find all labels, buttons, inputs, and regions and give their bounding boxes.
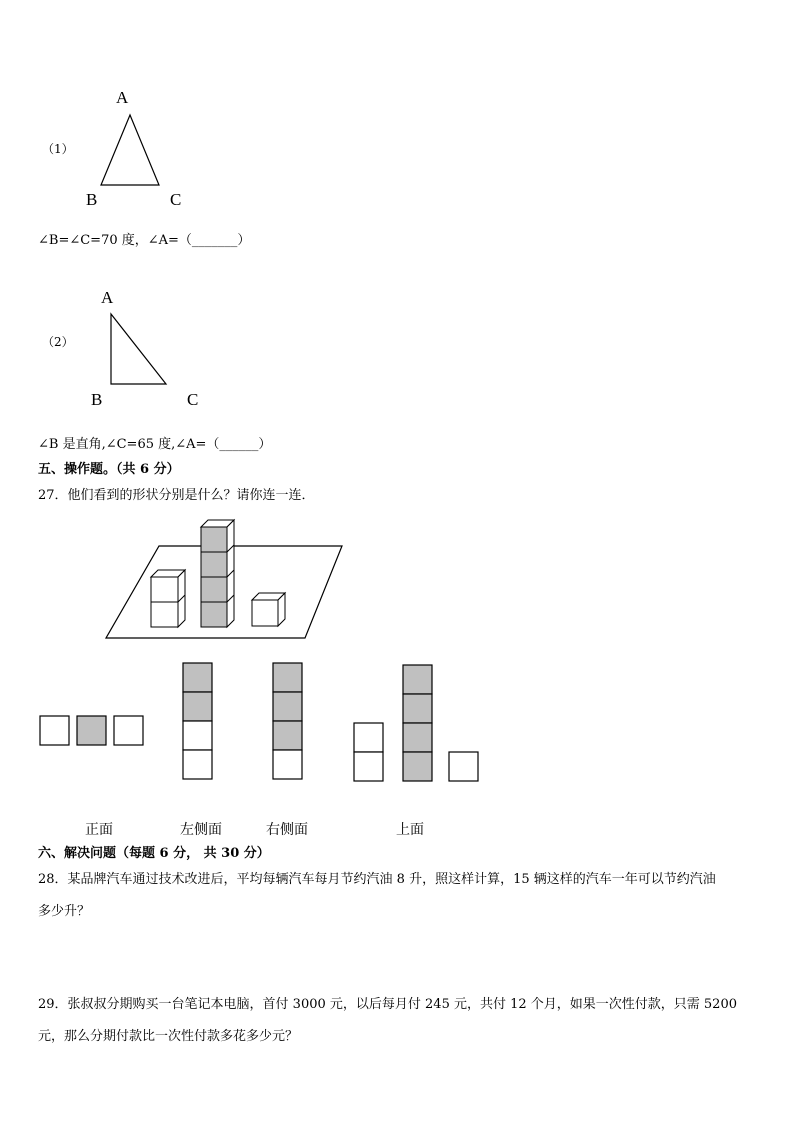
left-cube-stack [151, 570, 185, 627]
view-option-row-of-three [40, 716, 143, 745]
q27-text: 27．他们看到的形状分别是什么？请你连一连． [38, 488, 315, 503]
view-option-column-top-three-shaded [273, 663, 302, 779]
middle-cube-stack [201, 520, 234, 627]
problem1-vertex-b-label: B [86, 190, 98, 209]
q28-line2: 多少升？ [38, 904, 91, 919]
view-option-front-profile [354, 665, 478, 781]
problem2-vertex-c-label: C [187, 390, 199, 409]
problem1-vertex-a-label: A [116, 88, 129, 107]
q29-line1: 29．张叔叔分期购买一台笔记本电脑，首付 3000 元，以后每月付 245 元，共付 12 个月，如果一次性付款，只需 5200 [38, 997, 737, 1012]
section6-heading: 六、解决问题（每题 6 分， 共 30 分） [38, 846, 270, 861]
q28-line1: 28．某品牌汽车通过技术改进后，平均每辆汽车每月节约汽油 8 升，照这样计算，15 辆这样的汽车一年可以节约汽油 [38, 872, 716, 887]
view-label-left-side: 左侧面 [180, 822, 222, 838]
problem1-statement: ∠B=∠C=70 度，∠A=（_______） [38, 233, 251, 248]
view-label-right-side: 右侧面 [266, 822, 308, 838]
problem2-statement: ∠B 是直角,∠C=65 度,∠A=（______） [38, 437, 272, 452]
right-single-cube [252, 593, 285, 626]
problem1-number: （1） [42, 142, 74, 156]
problem2-vertex-b-label: B [91, 390, 103, 409]
section5-heading: 五、操作题。（共 6 分） [38, 462, 180, 477]
q29-line2: 元，那么分期付款比一次性付款多花多少元？ [38, 1029, 299, 1044]
problem2-vertex-a-label: A [101, 288, 114, 307]
problem2-number: （2） [42, 335, 74, 349]
view-option-column-top-two-shaded [183, 663, 212, 779]
view-label-front: 正面 [85, 822, 113, 838]
problem1-vertex-c-label: C [170, 190, 182, 209]
view-label-top: 上面 [396, 822, 424, 838]
